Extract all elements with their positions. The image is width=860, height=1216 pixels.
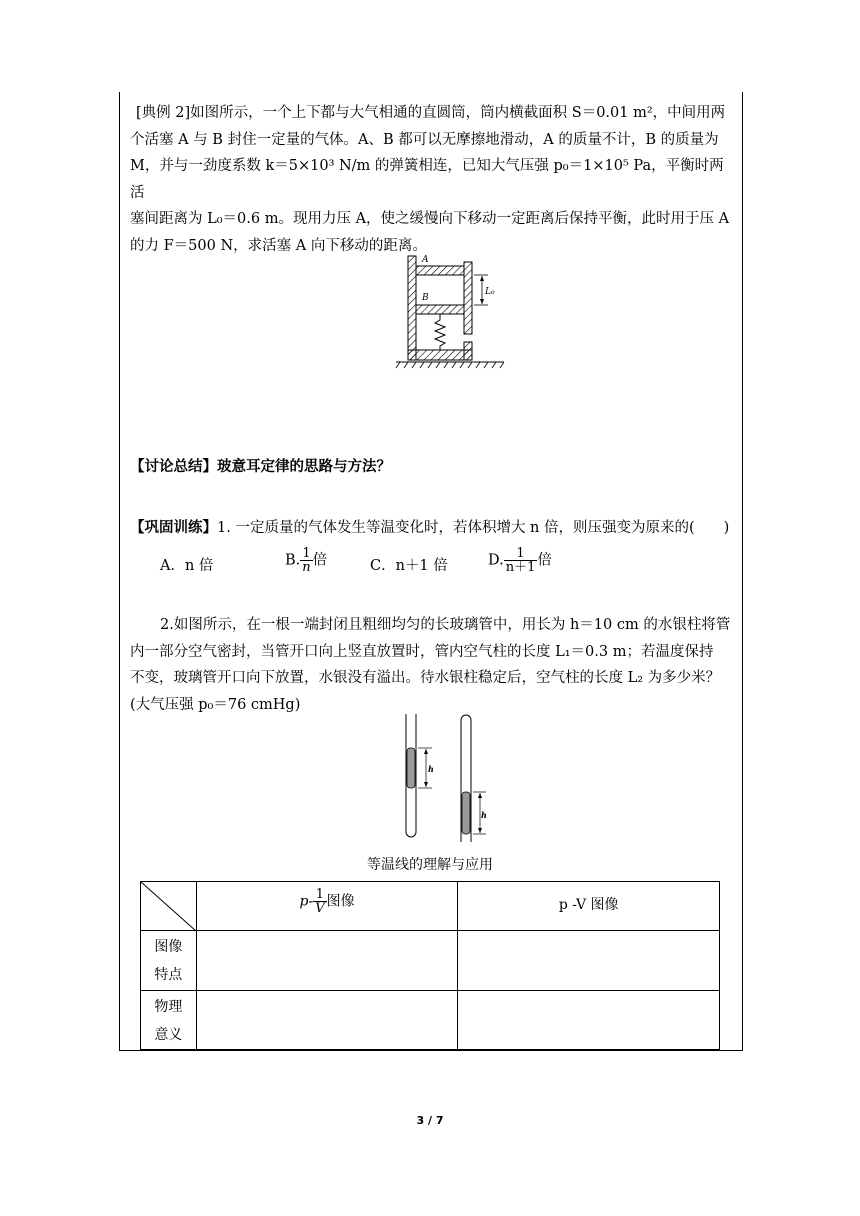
discussion-tag: 【讨论总结】 xyxy=(130,459,217,475)
cell-meaning-1 xyxy=(196,991,458,1050)
practice-q2 xyxy=(130,612,734,718)
example-line-4: 塞间距离为 L₀＝0.6 m。现用力压 A，使之缓慢向下移动一定距离后保持平衡，此时用于压 A xyxy=(130,211,730,227)
header-p-v: p -V 图像 xyxy=(458,882,720,931)
example-label: [典例 2] xyxy=(136,105,191,121)
cell-features-2 xyxy=(458,931,720,991)
table-row-meaning xyxy=(141,991,720,1050)
row-label-features: 图像 特点 xyxy=(141,931,197,991)
example-line-3: M，并与一劲度系数 k＝5×10³ N/m 的弹簧相连，已知大气压强 p₀＝1×10⁵ Pa，平衡时两活 xyxy=(130,158,724,201)
example-line-2: 个活塞 A 与 B 封住一定量的气体。A、B 都可以无摩擦地滑动，A 的质量不计，B 的质量为 xyxy=(130,131,719,148)
piston-b-label: B xyxy=(422,293,429,303)
isotherm-table xyxy=(140,881,720,1050)
example-line-1: 如图所示，一个上下都与大气相通的直圆筒，筒内横截面积 S＝0.01 m²，中间用两 xyxy=(190,105,726,121)
example-line-5: 的力 F＝500 N，求活塞 A 向下移动的距离。 xyxy=(130,237,427,254)
example-2-paragraph xyxy=(130,100,734,259)
practice-q1 xyxy=(130,515,734,542)
diagonal-header-cell xyxy=(141,882,197,931)
row-label-meaning: 物理 意义 xyxy=(141,991,197,1050)
q2-line-3: 不变，玻璃管开口向下放置，水银没有溢出。待水银柱稳定后，空气柱的长度 L₂ 为多少米？ xyxy=(130,670,721,686)
option-a: A．n 倍 xyxy=(160,558,214,574)
h-label-2: h xyxy=(481,810,487,820)
h-label-1: h xyxy=(428,764,434,774)
option-c: C．n＋1 倍 xyxy=(370,558,448,574)
practice-q1-text: 1. 一定质量的气体发生等温变化时，若体积增大 n 倍，则压强变为原来的( ) xyxy=(217,520,730,536)
page-number: 3 / 7 xyxy=(416,1114,444,1127)
q2-line-1: 2.如图所示，在一根一端封闭且粗细均匀的长玻璃管中，用长为 h＝10 cm 的水银柱将管 xyxy=(160,617,731,633)
glass-tube-figure xyxy=(398,712,498,844)
table-caption: 等温线的理解与应用 xyxy=(367,857,493,873)
q2-line-4: (大气压强 p₀＝76 cmHg) xyxy=(130,696,301,713)
table-header-row xyxy=(141,882,720,931)
q2-line-2: 内一部分空气密封，当管开口向上竖直放置时，管内空气柱的长度 L₁＝0.3 m；若温度保持 xyxy=(130,643,714,660)
option-d: D. $\frac{1}{n+1}$ 倍 xyxy=(488,546,552,575)
option-b: B. $\frac{1}{n}$ 倍 xyxy=(285,546,328,575)
cell-meaning-2 xyxy=(458,991,720,1050)
cell-features-1 xyxy=(196,931,458,991)
discussion-text: 玻意耳定律的思路与方法？ xyxy=(217,459,391,475)
l0-label: L₀ xyxy=(485,287,495,297)
header-p-inverse-v: p- $\frac{1}{V}$ 图像 xyxy=(196,882,458,931)
practice-tag: 【巩固训练】 xyxy=(130,520,217,536)
diagonal-line xyxy=(141,882,196,931)
cylinder-piston-figure xyxy=(392,250,508,372)
table-row-features xyxy=(141,931,720,991)
piston-a-label: A xyxy=(422,255,429,265)
discussion-heading xyxy=(130,455,391,476)
